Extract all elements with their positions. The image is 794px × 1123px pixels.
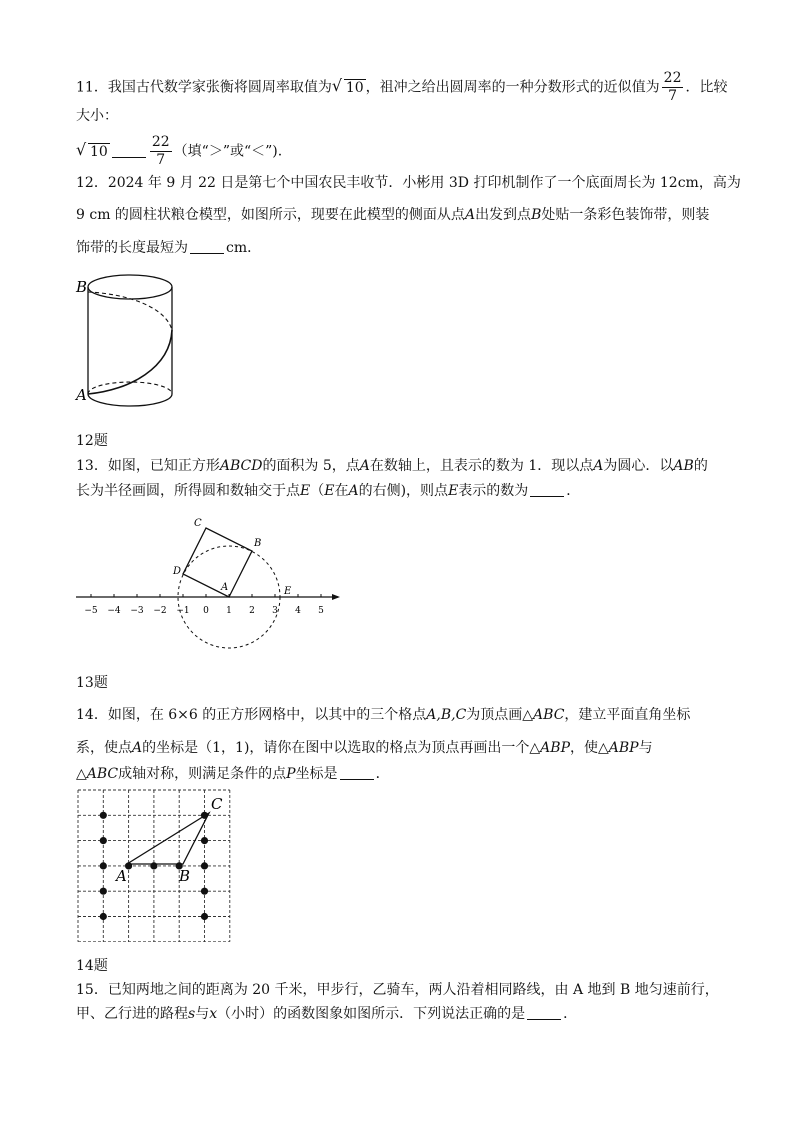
q11-line3: √ 10 $\frac{22}{7}$ （填“＞”或“＜”). — [76, 134, 283, 168]
label-a: A — [221, 582, 229, 593]
square-abcd — [183, 528, 252, 597]
tick-label: −4 — [107, 606, 121, 616]
q11-text-a: 11．我国古代数学家张衡将圆周率取值为 — [76, 79, 332, 96]
q13-caption: 13题 — [76, 675, 108, 691]
bottom-front — [88, 394, 172, 406]
q14-line2: 系，使点A的坐标是（1，1)，请你在图中以选取的格点为顶点再画出一个△ABP，使△ABP与 — [76, 740, 653, 756]
label-c: C — [211, 795, 223, 813]
tick-label: 0 — [203, 606, 209, 616]
label-d: D — [173, 566, 182, 577]
triangle-abc — [127, 813, 209, 864]
path-back — [88, 292, 172, 330]
number-line-figure — [70, 510, 350, 670]
grid-figure — [76, 788, 240, 942]
q12-line1: 12．2024 年 9 月 22 日是第七个中国农民丰收节．小彬用 3D 打印机制作了一个底面周长为 12cm，高为 — [76, 175, 741, 191]
label-b: B — [179, 867, 191, 885]
tick-label: 5 — [318, 606, 324, 616]
answer-blank[interactable] — [527, 1005, 561, 1020]
lattice-point — [100, 913, 107, 920]
q15-line1: 15．已知两地之间的距离为 20 千米，甲步行，乙骑车，两人沿着相同路线，由 A 地到 B 地匀速前行， — [76, 982, 719, 998]
lattice-point — [100, 812, 107, 819]
lattice-point — [201, 913, 208, 920]
lattice-point — [201, 862, 208, 869]
label-a: A — [76, 386, 87, 404]
tick-label: −2 — [153, 606, 167, 616]
tick-label: 3 — [272, 606, 278, 616]
q14-caption: 14题 — [76, 958, 108, 974]
lattice-point — [100, 888, 107, 895]
label-a: A — [116, 867, 127, 885]
lattice-point — [201, 888, 208, 895]
tick-label: −3 — [130, 606, 144, 616]
answer-blank[interactable] — [112, 143, 146, 158]
lattice-point — [150, 862, 157, 869]
q14-line3: △ABC成轴对称，则满足条件的点P坐标是 ． — [76, 766, 390, 782]
q14-line1: 14．如图，在 6×6 的正方形网格中，以其中的三个格点A,B,C为顶点画△ABC，建立平面直角坐标 — [76, 707, 691, 723]
tick-label: 1 — [226, 606, 232, 616]
path-front — [88, 330, 172, 394]
answer-blank[interactable] — [340, 765, 374, 780]
lattice-point — [201, 837, 208, 844]
q13-line2: 长为半径画圆，所得圆和数轴交于点E（E在A的右侧)，则点E表示的数为 ． — [76, 483, 581, 499]
cylinder-figure — [70, 268, 190, 418]
label-b: B — [76, 278, 88, 296]
q12-caption: 12题 — [76, 433, 108, 449]
q13-line1: 13．如图，已知正方形ABCD的面积为 5，点A在数轴上，且表示的数为 1．现以点A为圆心．以AB的 — [76, 458, 708, 474]
tick-label: 4 — [295, 606, 301, 616]
lattice-point — [100, 837, 107, 844]
fraction-22-7: $\frac{22}{7}$ — [663, 70, 682, 104]
sqrt-10: √ 10 — [331, 75, 364, 96]
answer-blank[interactable] — [530, 482, 564, 497]
q12-line2: 9 cm 的圆柱状粮仓模型，如图所示，现要在此模型的侧面从点A出发到点B处贴一条彩色装饰带，则装 — [76, 207, 710, 223]
q11-line2: 大小： — [76, 108, 118, 124]
lattice-point — [201, 812, 208, 819]
q15-line2: 甲、乙行进的路程s与x（小时）的函数图象如图所示．下列说法正确的是 ． — [76, 1006, 578, 1022]
label-e: E — [284, 586, 292, 597]
top-ellipse — [88, 275, 172, 299]
tick-label: −5 — [84, 606, 98, 616]
label-b: B — [254, 538, 262, 549]
axis-arrow — [332, 594, 340, 600]
label-c: C — [194, 518, 202, 529]
tick-label: 2 — [249, 606, 255, 616]
q11-line1: 11．我国古代数学家张衡将圆周率取值为 √ 10 ，祖冲之给出圆周率的一种分数形式的近似值为 $\frac{22}{7}$ ．比较 — [76, 70, 728, 104]
answer-blank[interactable] — [190, 239, 224, 254]
tick-label: −1 — [176, 606, 190, 616]
q12-line3: 饰带的长度最短为 cm． — [76, 240, 262, 256]
lattice-point — [100, 862, 107, 869]
